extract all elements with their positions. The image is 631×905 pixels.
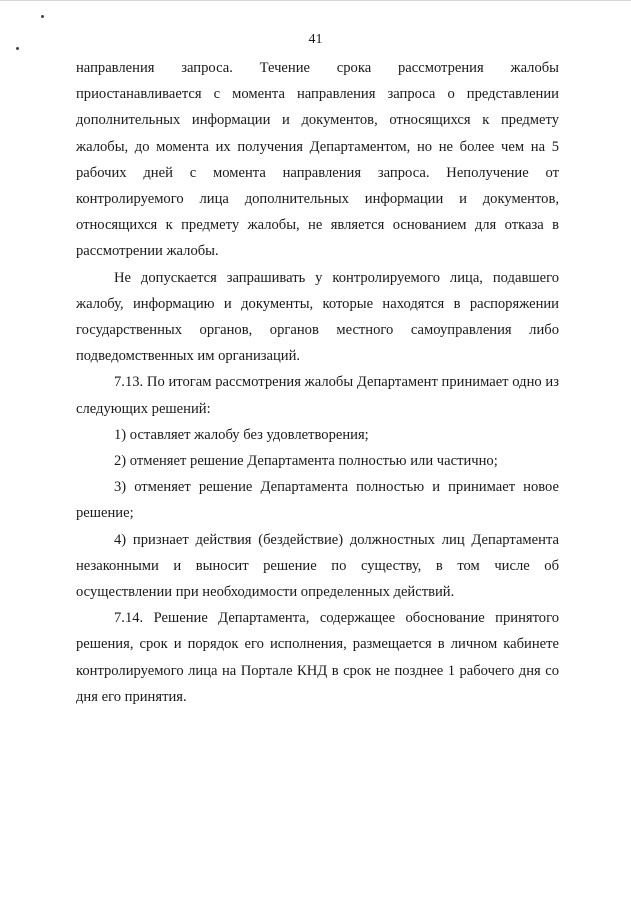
list-item-2: 2) отменяет решение Департамента полностью или частично; bbox=[114, 453, 498, 470]
document-body bbox=[76, 55, 559, 710]
list-item-1: 1) оставляет жалобу без удовлетворения; bbox=[114, 426, 369, 443]
paragraph-complaint-suspension: направления запроса. Течение срока рассмотрения жалобы приостанавливается с момента направления запроса о представлении дополнительных информации и документов, относящихся к предмету жалобы, до момента их получения Департаментом, но не более чем на 5 рабочих дней с момента направления запроса. Неполучение от контролируемого лица дополнительных информации и документов, относящихся к предмету жалобы, не является основанием для отказа в рассмотрении жалобы. bbox=[76, 60, 559, 260]
paragraph-7-13: 7.13. По итогам рассмотрения жалобы Департамент принимает одно из следующих решений: bbox=[76, 374, 559, 417]
scan-speck bbox=[41, 15, 44, 18]
page-number: 41 bbox=[308, 32, 323, 47]
scan-edge-line bbox=[0, 0, 631, 1]
paragraph-no-request: Не допускается запрашивать у контролируемого лица, подавшего жалобу, информацию и документы, которые находятся в распоряжении государственных органов, органов местного самоуправления либо подведомственных им организаций. bbox=[76, 269, 559, 365]
paragraph-7-14: 7.14. Решение Департамента, содержащее обоснование принятого решения, срок и порядок его исполнения, размещается в личном кабинете контролируемого лица на Портале КНД в срок не позднее 1 рабочего дня со дня его принятия. bbox=[76, 610, 559, 705]
list-item-4: 4) признает действия (бездействие) должностных лиц Департамента незаконными и выносит решение по существу, в том числе об осуществлении при необходимости определенных действий. bbox=[76, 531, 559, 601]
list-item-3: 3) отменяет решение Департамента полностью и принимает новое решение; bbox=[76, 479, 559, 522]
